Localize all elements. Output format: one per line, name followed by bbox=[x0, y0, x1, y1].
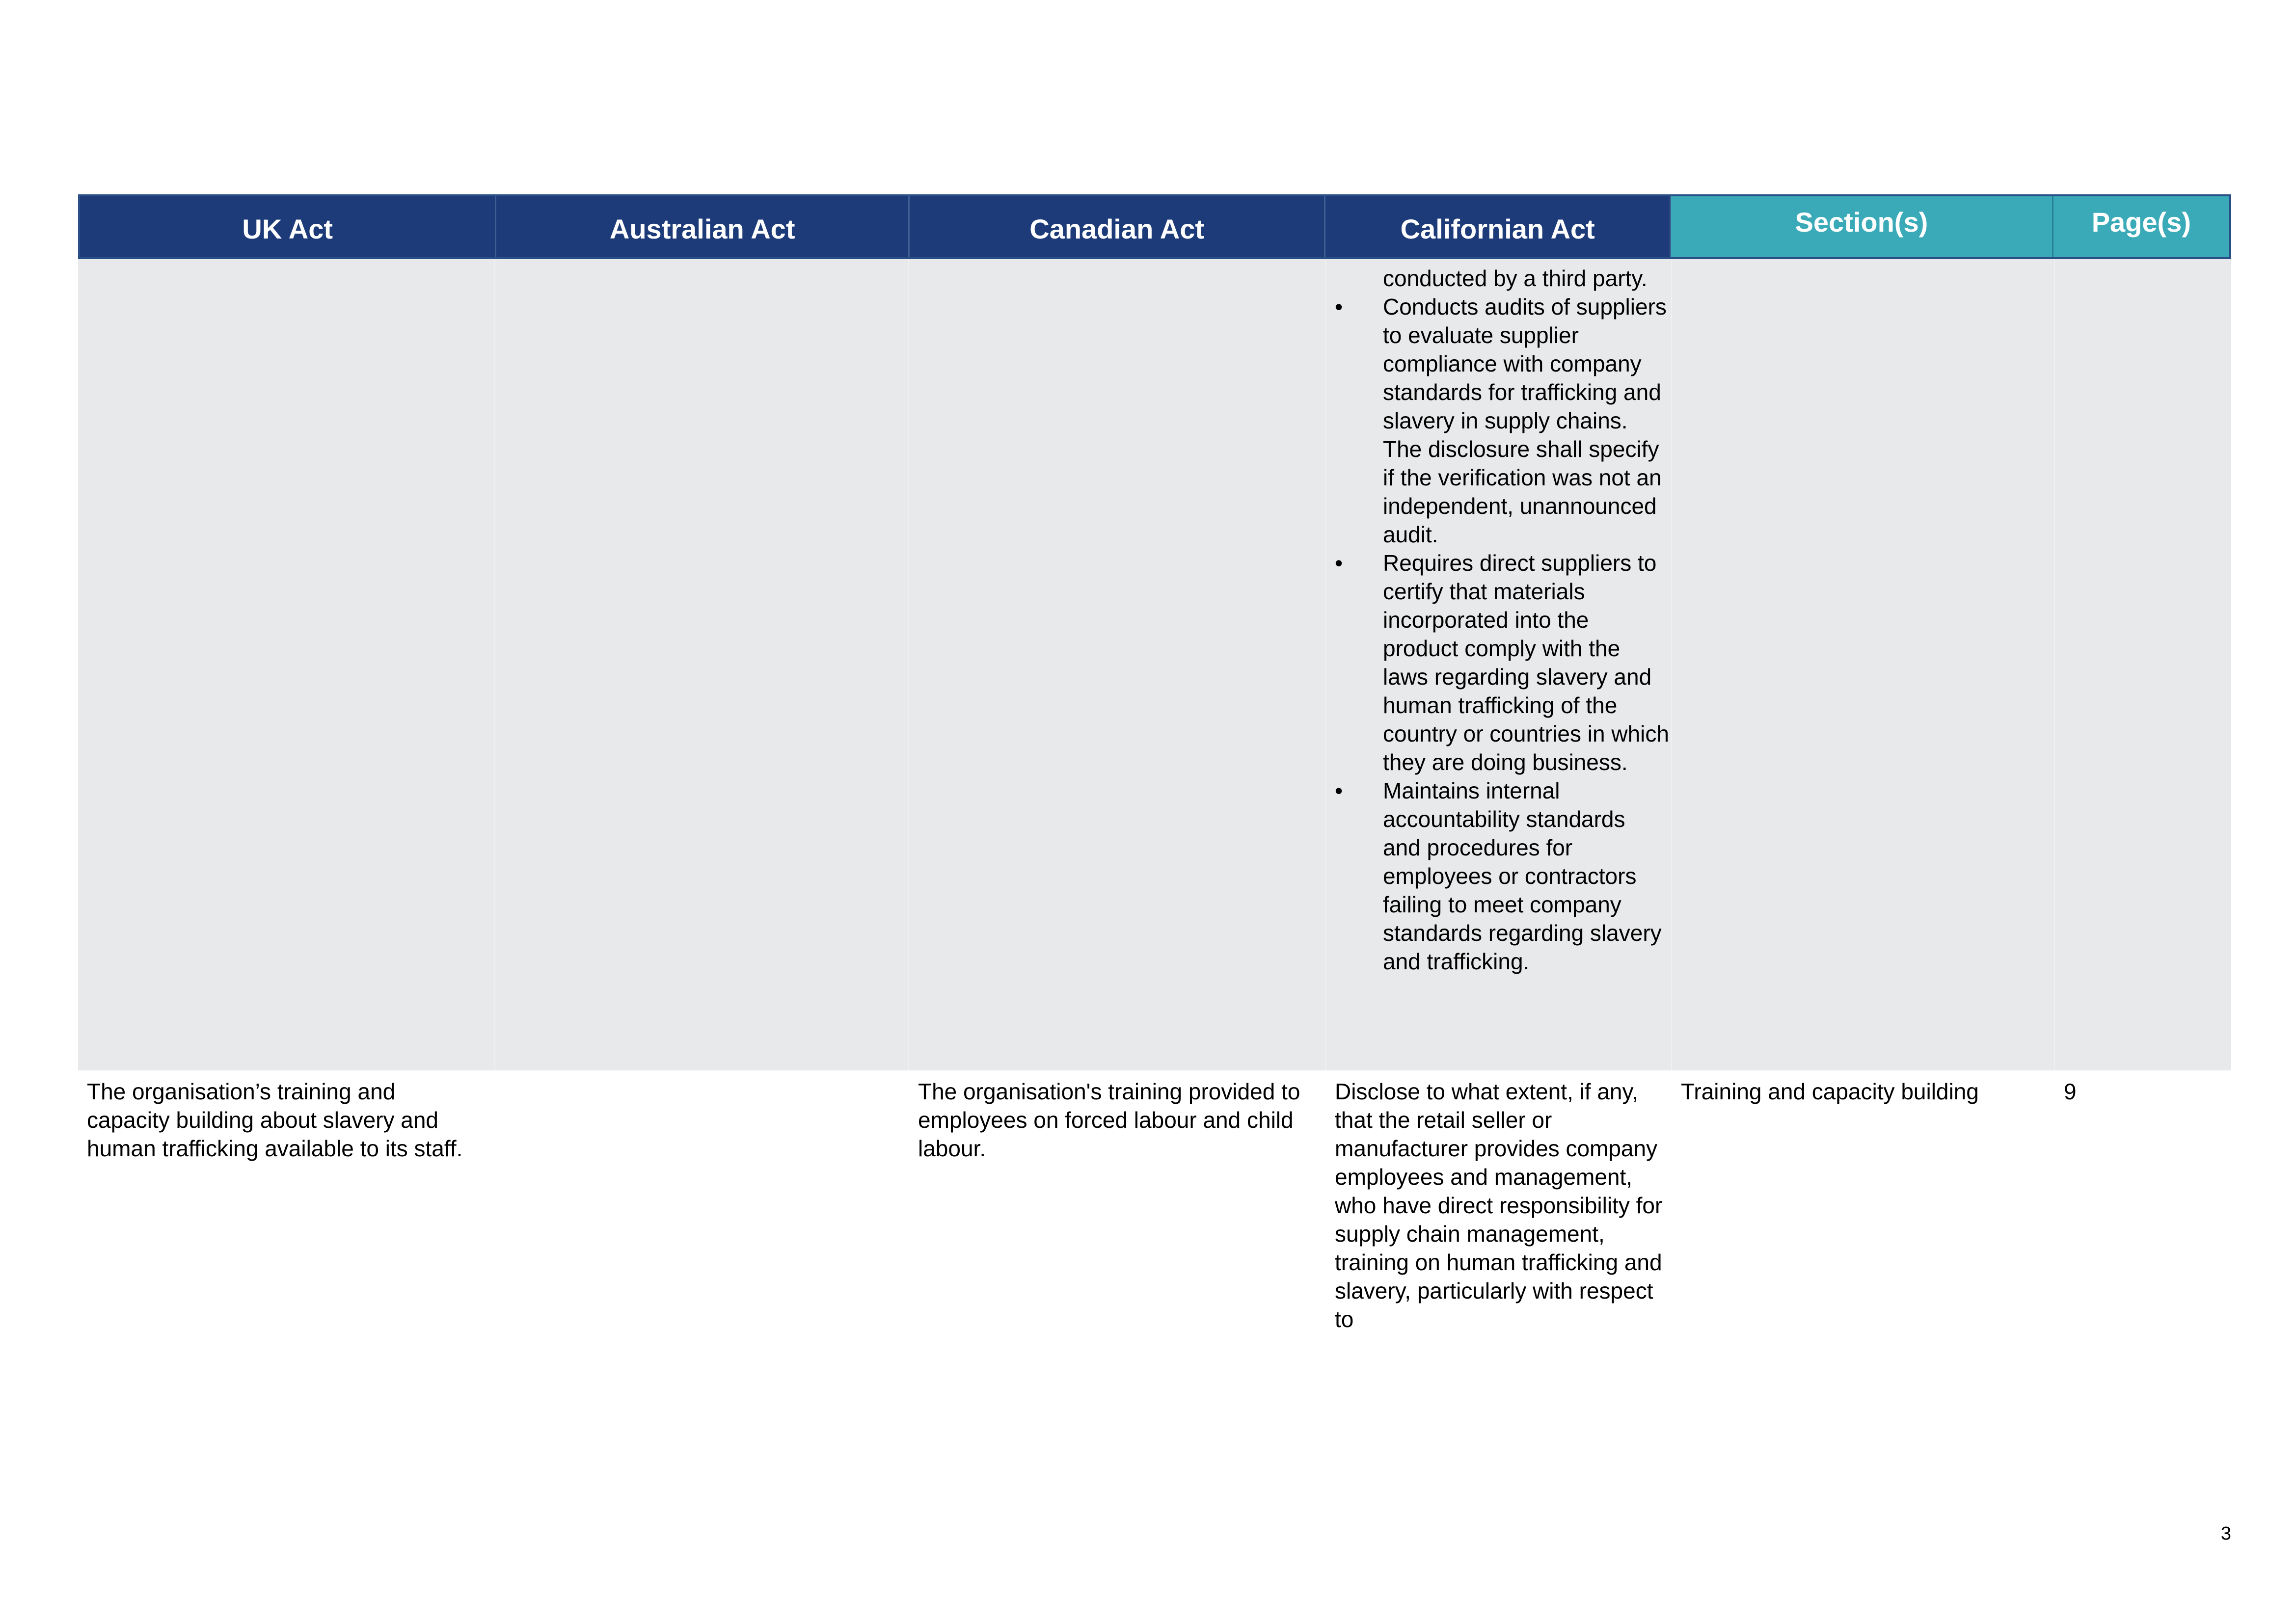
header-californian-act: Californian Act bbox=[1325, 196, 1671, 257]
cell-californian-act: Disclose to what extent, if any, that the retail seller or manufacturer provides company employees and management, who have direct responsibility for supply chain management, training on human trafficking and slavery, particularly with respect to bbox=[1335, 1079, 1663, 1332]
disclosure-table bbox=[78, 194, 2231, 1333]
cell-sections bbox=[1672, 259, 2055, 1070]
header-canadian-act: Canadian Act bbox=[910, 196, 1325, 257]
header-uk-act: UK Act bbox=[80, 196, 496, 257]
header-pages: Page(s) bbox=[2053, 196, 2229, 257]
cell-pages bbox=[2055, 259, 2231, 1070]
list-item: • Conducts audits of suppliers to evaluate supplier compliance with company standards for trafficking and slavery in supply chains. The disclosure shall specify if the verification was not an independent, unannounced audit. bbox=[1335, 293, 1669, 549]
list-item: • Maintains internal accountability standards and procedures for employees or contractors failing to meet company standards regarding slavery and trafficking. bbox=[1335, 776, 1669, 976]
cell-uk-act: The organisation’s training and capacity building about slavery and human trafficking available to its staff. bbox=[87, 1079, 463, 1161]
header-australian-act: Australian Act bbox=[496, 196, 909, 257]
header-sections: Section(s) bbox=[1671, 196, 2053, 257]
cell-pages: 9 bbox=[2064, 1079, 2077, 1104]
cell-australian-act bbox=[495, 1070, 909, 1333]
cell-uk-act bbox=[78, 259, 495, 1070]
list-item: • Requires direct suppliers to certify that materials incorporated into the product comply with the laws regarding slavery and human trafficking of the country or countries in which they are doing business. bbox=[1335, 549, 1669, 776]
table-row-continued bbox=[78, 259, 2231, 1070]
cell-californian-act bbox=[1326, 259, 1672, 1070]
table-row-training bbox=[78, 1070, 2231, 1333]
list-item: conducted by a third party. bbox=[1383, 266, 1648, 291]
californian-requirements-list bbox=[1335, 264, 1669, 976]
cell-canadian-act bbox=[909, 259, 1326, 1070]
cell-sections: Training and capacity building bbox=[1681, 1079, 1979, 1104]
page-number: 3 bbox=[2220, 1523, 2231, 1544]
cell-australian-act bbox=[495, 259, 909, 1070]
table-header bbox=[78, 194, 2231, 259]
cell-canadian-act: The organisation's training provided to employees on forced labour and child labour. bbox=[918, 1079, 1300, 1161]
